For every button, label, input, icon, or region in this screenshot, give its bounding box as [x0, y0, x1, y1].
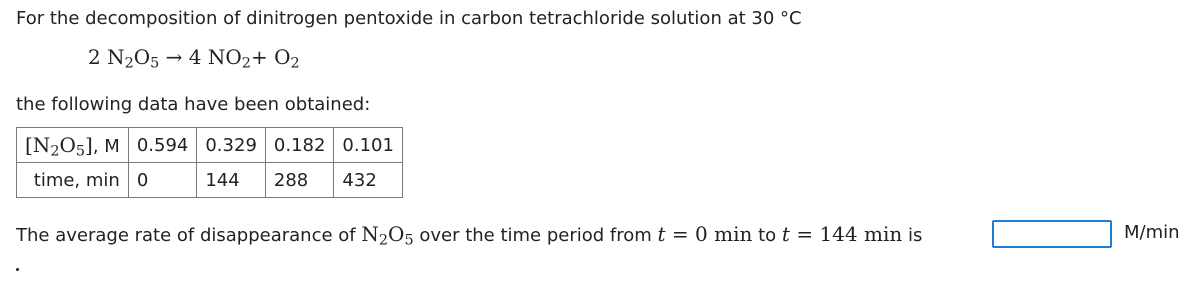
end-time-expression: t = 144 min: [781, 222, 903, 246]
concentration-row: [17, 128, 403, 163]
time-cell: 144: [197, 163, 266, 198]
data-intro: the following data have been obtained:: [16, 94, 371, 115]
concentration-cell: 0.329: [197, 128, 266, 163]
time-cell: 288: [265, 163, 334, 198]
time-cell: 432: [334, 163, 403, 198]
rate-answer-input[interactable]: [992, 220, 1112, 248]
concentration-cell: 0.101: [334, 128, 403, 163]
start-time-expression: t = 0 min: [657, 222, 753, 246]
problem-intro: For the decomposition of dinitrogen pentoxide in carbon tetrachloride solution at 30 °C: [16, 8, 802, 29]
question-text: The average rate of disappearance of $N_2O_5$ over the time period from t = 0 min to t = 144 min is: [16, 222, 923, 249]
reaction-arrow: →: [165, 45, 183, 69]
concentration-cell: 0.182: [265, 128, 334, 163]
product1-coefficient: 4: [188, 45, 202, 69]
n2o5-concentration-symbol: $[N_2O_5]$: [25, 133, 93, 160]
reaction-equation: [88, 45, 300, 72]
n2o5-formula: $N_2O_5$: [361, 222, 414, 249]
reactant-formula: $N_2O_5$: [107, 45, 160, 72]
kinetics-data-table: [16, 127, 403, 198]
time-row-label: time, min: [17, 163, 129, 198]
concentration-row-label: $[N_2O_5]$, M: [17, 128, 129, 163]
answer-unit: M/min: [1124, 222, 1180, 243]
product1-formula: $NO_2$: [207, 45, 251, 72]
concentration-cell: 0.594: [128, 128, 197, 163]
reactant-coefficient: 2: [88, 45, 101, 69]
product2-formula: $O_2$: [274, 45, 300, 72]
plus-sign: +: [250, 45, 268, 69]
time-row: [17, 163, 403, 198]
trailing-period: [16, 268, 19, 271]
time-cell: 0: [128, 163, 197, 198]
